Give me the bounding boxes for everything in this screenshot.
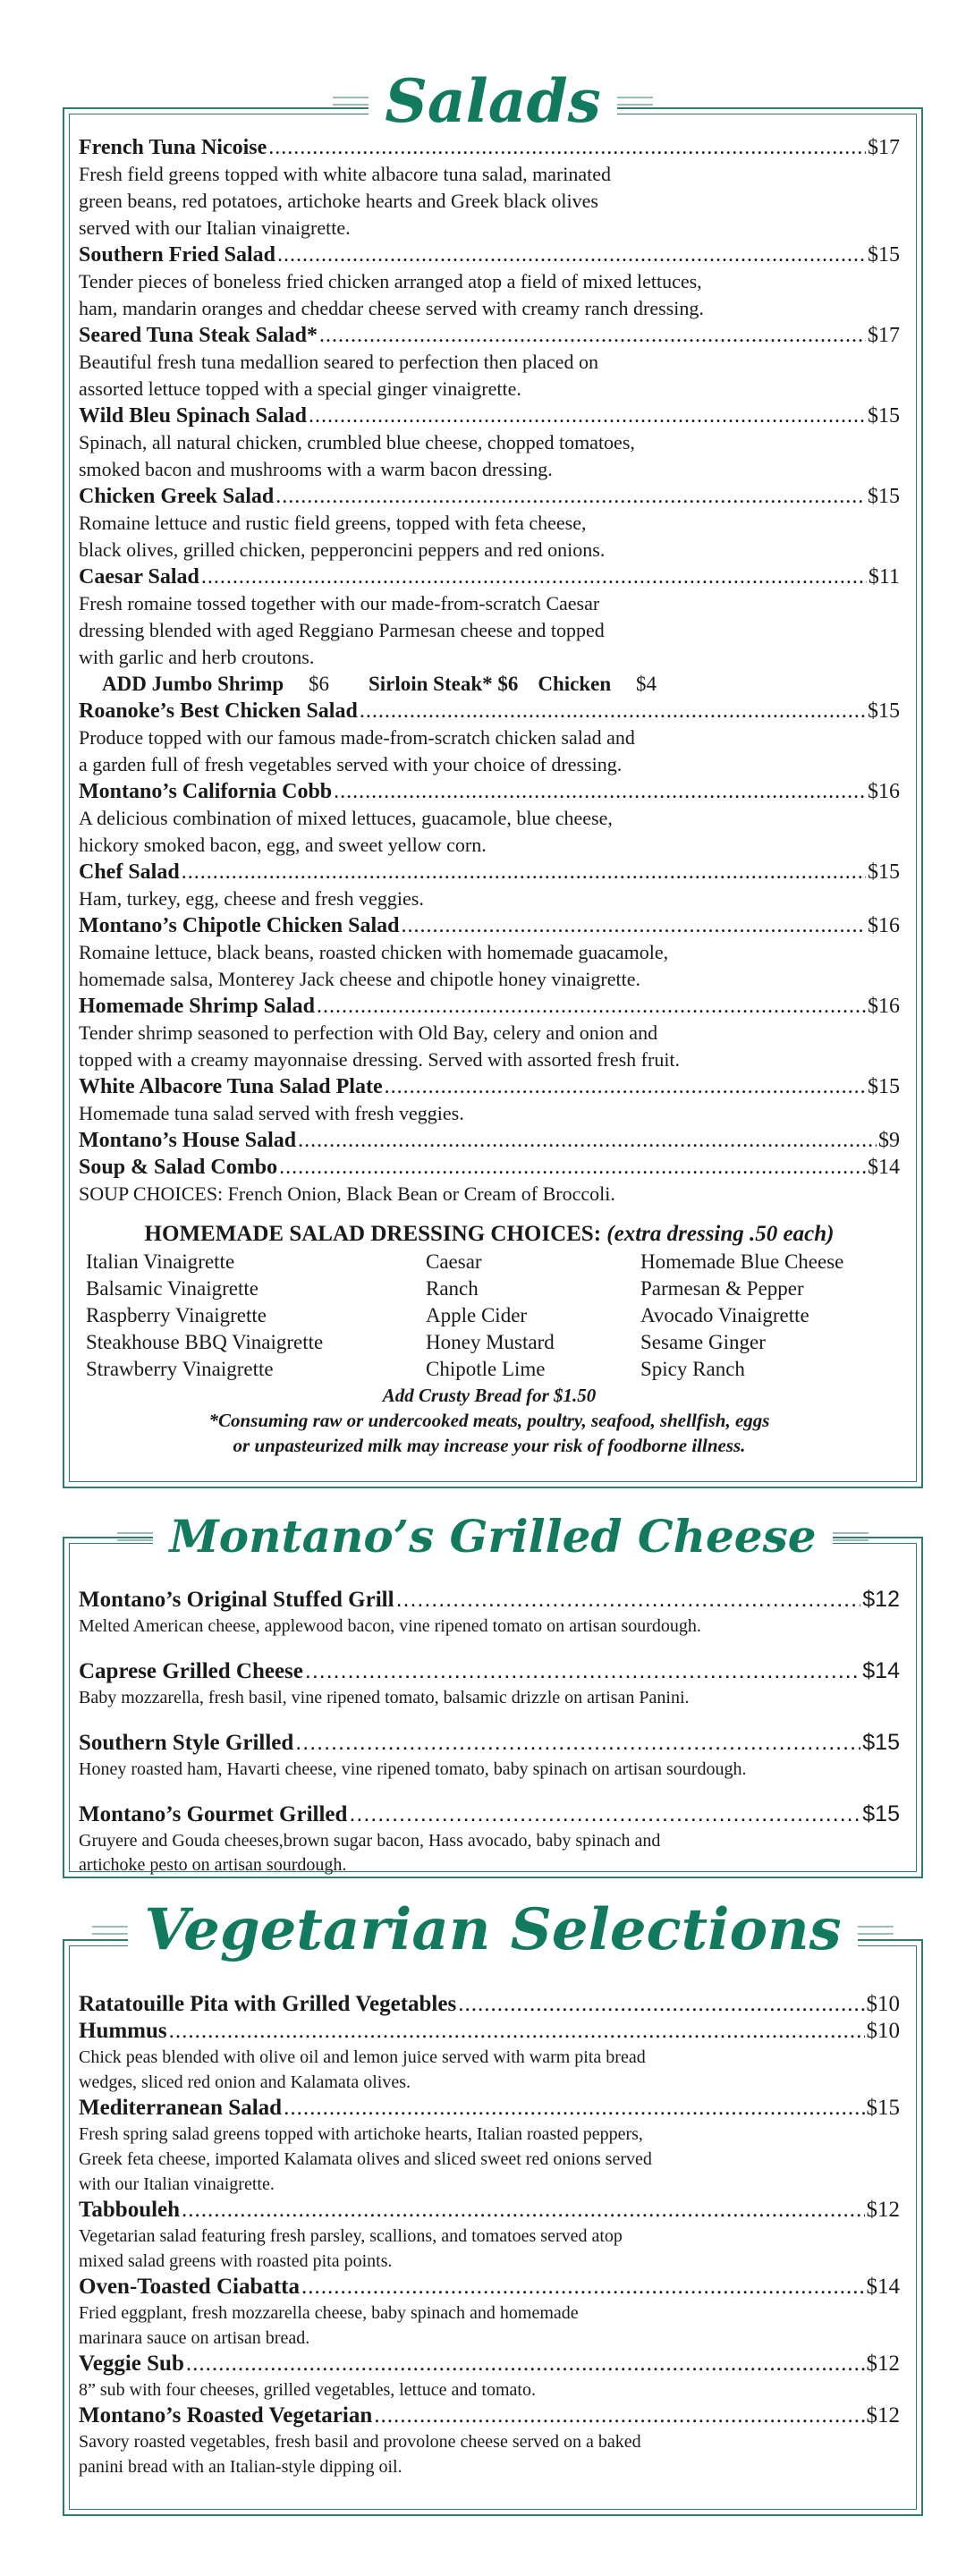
item-price: $15 — [868, 699, 900, 723]
description-line: homemade salsa, Monterey Jack cheese and chipotle honey vinaigrette. — [79, 968, 640, 990]
item-row — [79, 2095, 900, 2122]
item-price: $15 — [862, 1730, 900, 1755]
item-description — [79, 2301, 900, 2351]
item-price: $15 — [868, 860, 900, 884]
description-line: Baby mozzarella, fresh basil, vine ripened tomato, balsamic drizzle on artisan Panini. — [79, 1688, 690, 1707]
item-description — [79, 429, 900, 483]
item-name: Oven-Toasted Ciabatta — [79, 2275, 301, 2299]
menu-item — [79, 912, 900, 993]
description-line: wedges, sliced red onion and Kalamata olives. — [79, 2072, 411, 2092]
salads-list — [79, 134, 900, 1458]
item-name: French Tuna Nicoise — [79, 136, 267, 159]
leader-dots — [182, 859, 866, 886]
item-price: $15 — [866, 2096, 900, 2120]
item-name: Seared Tuna Steak Salad* — [79, 324, 318, 347]
menu-item — [79, 1154, 900, 1208]
item-row — [79, 993, 900, 1020]
menu-item — [79, 2274, 900, 2351]
item-description — [79, 2122, 900, 2197]
dressing-option: Spicy Ranch — [640, 1358, 745, 1380]
item-price: $15 — [868, 243, 900, 267]
item-row — [79, 322, 900, 349]
leader-dots — [349, 1800, 860, 1828]
item-row — [79, 1657, 900, 1686]
menu-item — [79, 1728, 900, 1782]
item-row — [79, 1585, 900, 1614]
addon-label: Chicken — [538, 673, 612, 695]
description-line: served with our Italian vinaigrette. — [79, 216, 351, 239]
item-description — [79, 349, 900, 402]
item-price: $14 — [866, 2275, 900, 2299]
item-name: Chef Salad — [79, 860, 180, 884]
description-line: Romaine lettuce, black beans, roasted chicken with homemade guacamole, — [79, 941, 669, 963]
leader-dots — [182, 2197, 864, 2224]
item-name: Tabbouleh — [79, 2198, 181, 2222]
item-row — [79, 1991, 900, 2018]
leader-dots — [396, 1585, 861, 1614]
description-line: A delicious combination of mixed lettuces, guacamole, blue cheese, — [79, 807, 613, 829]
addon-price: $4 — [635, 673, 657, 695]
description-line: Greek feta cheese, imported Kalamata olives and sliced sweet red onions served — [79, 2149, 652, 2169]
leader-dots — [305, 1657, 860, 1685]
description-line: Ham, turkey, egg, cheese and fresh veggies. — [79, 887, 424, 910]
item-description — [79, 1100, 900, 1127]
leader-dots — [385, 1073, 866, 1100]
vegetarian-list — [79, 1991, 900, 2479]
item-row — [79, 1800, 900, 1829]
item-description — [79, 886, 900, 912]
description-line: Produce topped with our famous made-from-scratch chicken salad and — [79, 726, 635, 749]
food-safety-warning — [79, 1408, 900, 1458]
item-row — [79, 483, 900, 510]
item-row — [79, 2274, 900, 2301]
dressing-option: Steakhouse BBQ Vinaigrette — [86, 1331, 324, 1353]
item-price: $15 — [868, 404, 900, 428]
item-description — [79, 2377, 900, 2402]
dressing-option: Balsamic Vinaigrette — [86, 1277, 258, 1300]
item-name: Caprese Grilled Cheese — [79, 1659, 303, 1683]
leader-dots — [402, 912, 867, 939]
menu-item — [79, 1073, 900, 1127]
dressing-option: Homemade Blue Cheese — [640, 1250, 844, 1273]
dressing-option: Avocado Vinaigrette — [640, 1304, 809, 1326]
addon-shrimp — [102, 673, 349, 695]
salads-heading: Salads — [369, 72, 617, 131]
description-line: Vegetarian salad featuring fresh parsley, scallions, and tomatoes served atop — [79, 2226, 623, 2246]
warning-line: or unpasteurized milk may increase your risk of foodborne illness. — [233, 1435, 746, 1456]
item-name: Soup & Salad Combo — [79, 1156, 278, 1179]
item-price: $14 — [862, 1658, 900, 1683]
item-name: Southern Style Grilled — [79, 1731, 294, 1755]
description-line: black olives, grilled chicken, pepperoncini peppers and red onions. — [79, 538, 606, 561]
item-name: Montano’s Roasted Vegetarian — [79, 2403, 373, 2428]
menu-item — [79, 1657, 900, 1710]
description-line: Honey roasted ham, Havarti cheese, vine ripened tomato, baby spinach on artisan sourdough. — [79, 1759, 747, 1779]
item-name: Southern Fried Salad — [79, 243, 276, 267]
item-row — [79, 778, 900, 805]
vegetarian-panel — [63, 1896, 923, 2516]
menu-item — [79, 322, 900, 402]
leader-dots — [268, 134, 866, 161]
description-line: Spinach, all natural chicken, crumbled blue cheese, chopped tomatoes, — [79, 431, 635, 453]
description-line: Fresh romaine tossed together with our made-from-scratch Caesar — [79, 592, 600, 614]
item-price: $15 — [862, 1801, 900, 1826]
dressing-option: Sesame Ginger — [640, 1331, 766, 1353]
leader-dots — [301, 2274, 864, 2301]
dressing-option: Apple Cider — [426, 1304, 528, 1326]
item-row — [79, 134, 900, 161]
description-line: marinara sauce on artisan bread. — [79, 2328, 310, 2348]
menu-item — [79, 402, 900, 483]
description-line: 8” sub with four cheeses, grilled vegetables, lettuce and tomato. — [79, 2380, 536, 2400]
description-line: Gruyere and Gouda cheeses,brown sugar bacon, Hass avocado, baby spinach and — [79, 1831, 661, 1851]
item-price: $11 — [868, 565, 900, 589]
description-line: Tender shrimp seasoned to perfection with Old Bay, celery and onion and — [79, 1021, 658, 1044]
description-line: hickory smoked bacon, egg, and sweet yellow corn. — [79, 834, 487, 856]
menu-item — [79, 564, 900, 671]
item-price: $10 — [866, 2019, 900, 2043]
menu-item — [79, 1127, 900, 1154]
item-description — [79, 1758, 900, 1782]
menu-item — [79, 778, 900, 859]
menu-item — [79, 242, 900, 322]
menu-item — [79, 859, 900, 912]
item-name: White Albacore Tuna Salad Plate — [79, 1075, 383, 1098]
description-line: Chick peas blended with olive oil and lemon juice served with warm pita bread — [79, 2047, 646, 2067]
item-price: $12 — [866, 2403, 900, 2428]
description-line: SOUP CHOICES: French Onion, Black Bean or Cream of Broccoli. — [79, 1182, 615, 1205]
item-description — [79, 2429, 900, 2479]
dressing-option: Parmesan & Pepper — [640, 1277, 804, 1300]
description-line: Tender pieces of boneless fried chicken arranged atop a field of mixed lettuces, — [79, 270, 702, 292]
leader-dots — [295, 1728, 860, 1757]
warning-line: *Consuming raw or undercooked meats, poultry, seafood, shellfish, eggs — [208, 1410, 770, 1431]
addon-price: $6 — [308, 673, 329, 695]
item-description — [79, 590, 900, 671]
item-name: Ratatouille Pita with Grilled Vegetables — [79, 1992, 457, 2016]
description-line: Melted American cheese, applewood bacon, vine ripened tomato on artisan sourdough. — [79, 1616, 701, 1636]
menu-item — [79, 1585, 900, 1639]
leader-dots — [186, 2351, 865, 2377]
grilled-cheese-list — [79, 1585, 900, 1895]
item-description — [79, 2224, 900, 2274]
item-row — [79, 859, 900, 886]
dressing-option: Honey Mustard — [426, 1331, 555, 1353]
description-line: Romaine lettuce and rustic field greens, topped with feta cheese, — [79, 512, 587, 534]
item-price: $12 — [866, 2351, 900, 2376]
description-line: artichoke pesto on artisan sourdough. — [79, 1855, 347, 1875]
grilled-cheese-heading: Montano’s Grilled Cheese — [153, 1514, 832, 1559]
item-name: Wild Bleu Spinach Salad — [79, 404, 307, 428]
item-description — [79, 1686, 900, 1710]
item-description — [79, 2045, 900, 2095]
dressing-option: Ranch — [426, 1277, 479, 1300]
item-name: Veggie Sub — [79, 2351, 184, 2376]
description-line: ham, mandarin oranges and cheddar cheese served with creamy ranch dressing. — [79, 297, 704, 319]
item-name: Mediterranean Salad — [79, 2096, 283, 2120]
leader-dots — [298, 1127, 877, 1154]
description-line: dressing blended with aged Reggiano Parmesan cheese and topped — [79, 619, 605, 641]
description-line: green beans, red potatoes, artichoke hearts and Greek black olives — [79, 190, 598, 212]
item-description — [79, 161, 900, 242]
item-row — [79, 698, 900, 724]
description-line: mixed salad greens with roasted pita points. — [79, 2251, 393, 2271]
item-row — [79, 2018, 900, 2045]
item-row — [79, 2351, 900, 2377]
leader-dots — [277, 242, 866, 268]
menu-item — [79, 134, 900, 242]
menu-item — [79, 1800, 900, 1877]
menu-item — [79, 1991, 900, 2018]
item-price: $17 — [868, 136, 900, 159]
description-line: with garlic and herb croutons. — [79, 646, 315, 668]
dressing-option: Chipotle Lime — [426, 1358, 546, 1380]
item-row — [79, 1127, 900, 1154]
leader-dots — [284, 2095, 864, 2122]
description-line: Homemade tuna salad served with fresh veggies. — [79, 1102, 464, 1124]
leader-dots — [319, 322, 866, 349]
item-price: $16 — [868, 914, 900, 937]
item-description — [79, 939, 900, 993]
menu-item — [79, 2351, 900, 2402]
item-row — [79, 242, 900, 268]
menu-item — [79, 2018, 900, 2095]
dressing-option: Raspberry Vinaigrette — [86, 1304, 267, 1326]
description-line: smoked bacon and mushrooms with a warm bacon dressing. — [79, 458, 553, 480]
dressing-heading — [79, 1220, 900, 1249]
leader-dots — [458, 1991, 864, 2018]
description-line: Savory roasted vegetables, fresh basil and provolone cheese served on a baked — [79, 2432, 641, 2452]
item-price: $10 — [866, 1992, 900, 2016]
description-line: Fresh spring salad greens topped with artichoke hearts, Italian roasted peppers, — [79, 2124, 643, 2144]
item-row — [79, 2402, 900, 2429]
leader-dots — [279, 1154, 866, 1181]
addon-chicken — [538, 673, 676, 695]
dressing-heading-text: HOMEMADE SALAD DRESSING CHOICES: — [144, 1222, 602, 1246]
item-price: $16 — [868, 780, 900, 803]
item-name: Montano’s Chipotle Chicken Salad — [79, 914, 400, 937]
dressing-choices — [79, 1249, 900, 1383]
item-price: $9 — [878, 1129, 900, 1152]
description-line: Fried eggplant, fresh mozzarella cheese, baby spinach and homemade — [79, 2303, 579, 2323]
leader-dots — [374, 2402, 864, 2429]
item-description — [79, 268, 900, 322]
item-name: Montano’s House Salad — [79, 1129, 297, 1152]
leader-dots — [275, 483, 866, 510]
item-name: Hummus — [79, 2019, 167, 2043]
item-price: $16 — [868, 995, 900, 1018]
menu-item — [79, 698, 900, 778]
item-row — [79, 2197, 900, 2224]
leader-dots — [169, 2018, 865, 2045]
dressing-extra-note: (extra dressing .50 each) — [606, 1222, 835, 1246]
item-description — [79, 510, 900, 564]
description-line: assorted lettuce topped with a special ginger vinaigrette. — [79, 377, 521, 400]
dressing-option: Caesar — [426, 1250, 482, 1273]
item-price: $15 — [868, 485, 900, 508]
item-price: $12 — [866, 2198, 900, 2222]
item-description — [79, 1829, 900, 1877]
vegetarian-heading: Vegetarian Selections — [128, 1902, 857, 1959]
bread-note: Add Crusty Bread for $1.50 — [382, 1385, 597, 1406]
item-name: Montano’s California Cobb — [79, 780, 333, 803]
leader-dots — [334, 778, 866, 805]
item-name: Montano’s Original Stuffed Grill — [79, 1588, 394, 1612]
salads-panel — [63, 66, 923, 1488]
description-line: a garden full of fresh vegetables served with your choice of dressing. — [79, 753, 623, 775]
item-row — [79, 912, 900, 939]
description-line: with our Italian vinaigrette. — [79, 2174, 275, 2194]
item-row — [79, 564, 900, 590]
item-description — [79, 1020, 900, 1073]
menu-item — [79, 2197, 900, 2274]
item-name: Montano’s Gourmet Grilled — [79, 1802, 348, 1826]
leader-dots — [317, 993, 866, 1020]
item-price: $14 — [868, 1156, 900, 1179]
item-price: $17 — [868, 324, 900, 347]
addon-label: ADD Jumbo Shrimp — [102, 673, 284, 695]
addon-steak: Sirloin Steak* $6 — [368, 673, 519, 695]
item-name: Chicken Greek Salad — [79, 485, 275, 508]
description-line: topped with a creamy mayonnaise dressing. Served with assorted fresh fruit. — [79, 1048, 681, 1071]
item-price: $15 — [868, 1075, 900, 1098]
item-row — [79, 1154, 900, 1181]
item-row — [79, 1073, 900, 1100]
menu-item — [79, 483, 900, 564]
item-row — [79, 402, 900, 429]
item-description — [79, 724, 900, 778]
item-name: Caesar Salad — [79, 565, 199, 589]
salad-addons — [79, 671, 900, 698]
item-description — [79, 1614, 900, 1639]
item-row — [79, 1728, 900, 1758]
item-description — [79, 805, 900, 859]
description-line: panini bread with an Italian-style dipping oil. — [79, 2457, 402, 2477]
menu-item — [79, 993, 900, 1073]
leader-dots — [309, 402, 866, 429]
menu-item — [79, 2402, 900, 2479]
description-line: Beautiful fresh tuna medallion seared to perfection then placed on — [79, 351, 598, 373]
item-name: Homemade Shrimp Salad — [79, 995, 316, 1018]
grilled-cheese-panel — [63, 1510, 923, 1878]
dressing-option: Italian Vinaigrette — [86, 1250, 235, 1273]
description-line: Fresh field greens topped with white albacore tuna salad, marinated — [79, 163, 612, 185]
leader-dots — [360, 698, 866, 724]
menu-item — [79, 2095, 900, 2197]
dressing-option: Strawberry Vinaigrette — [86, 1358, 274, 1380]
item-price: $12 — [862, 1587, 900, 1612]
leader-dots — [201, 564, 867, 590]
item-name: Roanoke’s Best Chicken Salad — [79, 699, 358, 723]
item-description — [79, 1181, 900, 1208]
